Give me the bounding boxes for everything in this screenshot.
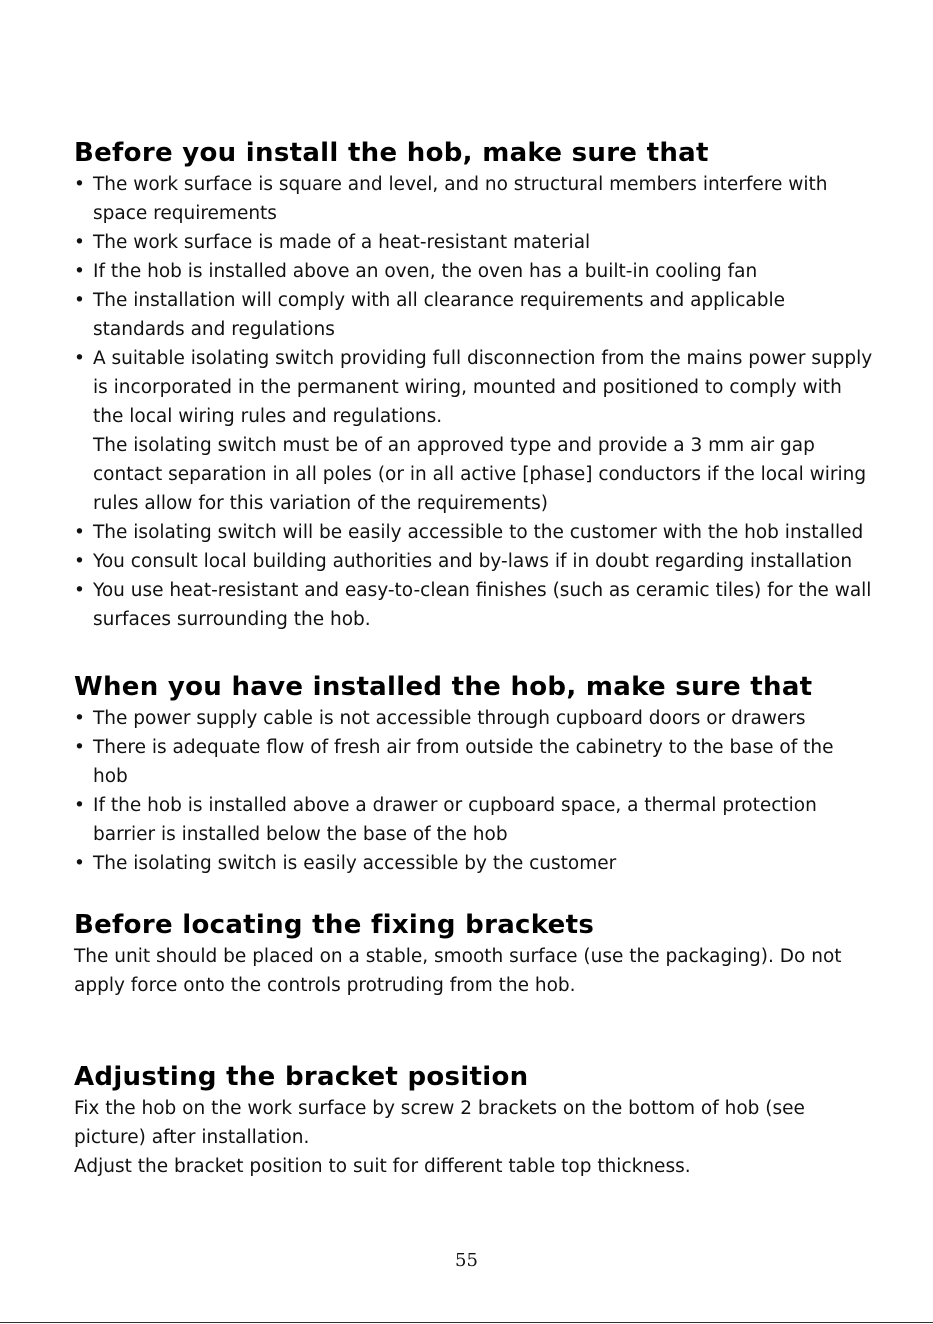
document-page xyxy=(74,136,874,1181)
section-heading: Before you install the hob, make sure that xyxy=(74,138,709,168)
list-item-continuation: The isolating switch must be of an approved type and provide a 3 mm air gap contact separation in all poles (or in all active [phase] conductors if the local wiring rules allow for this variation of the requirements) xyxy=(93,435,867,514)
list-item: • The work surface is made of a heat-resistant material xyxy=(74,228,874,257)
section-after-install xyxy=(74,670,874,878)
checklist xyxy=(74,170,874,634)
page-bottom-rule xyxy=(0,1322,933,1323)
list-item: • If the hob is installed above a drawer or cupboard space, a thermal protection barrier is installed below the base of the hob xyxy=(74,791,874,849)
list-item: • The installation will comply with all clearance requirements and applicable standards and regulations xyxy=(74,286,874,344)
section-heading: Adjusting the bracket position xyxy=(74,1062,529,1092)
list-item xyxy=(74,344,874,518)
body-paragraph: The unit should be placed on a stable, smooth surface (use the packaging). Do not apply force onto the controls protruding from the hob. xyxy=(74,946,842,996)
checklist xyxy=(74,704,874,878)
list-item: • There is adequate flow of fresh air from outside the cabinetry to the base of the hob xyxy=(74,733,874,791)
page-number: 55 xyxy=(455,1250,478,1271)
list-item: • The power supply cable is not accessible through cupboard doors or drawers xyxy=(74,704,874,733)
section-bracket-position xyxy=(74,1060,874,1181)
list-item: • The isolating switch is easily accessible by the customer xyxy=(74,849,874,878)
list-item: • You consult local building authorities and by-laws if in doubt regarding installation xyxy=(74,547,874,576)
section-fixing-brackets xyxy=(74,908,874,1000)
section-heading: Before locating the fixing brackets xyxy=(74,910,595,940)
section-heading: When you have installed the hob, make sure that xyxy=(74,672,813,702)
list-item-text: A suitable isolating switch providing full disconnection from the mains power supply is incorporated in the permanent wiring, mounted and positioned to comply with the local wiring rules and regulations. xyxy=(93,348,873,427)
list-item: • The isolating switch will be easily accessible to the customer with the hob installed xyxy=(74,518,874,547)
section-before-install xyxy=(74,136,874,634)
body-paragraph: Adjust the bracket position to suit for different table top thickness. xyxy=(74,1156,691,1177)
list-item: • You use heat-resistant and easy-to-clean finishes (such as ceramic tiles) for the wall surfaces surrounding the hob. xyxy=(74,576,874,634)
list-item: • The work surface is square and level, and no structural members interfere with space requirements xyxy=(74,170,874,228)
list-item: • If the hob is installed above an oven, the oven has a built-in cooling fan xyxy=(74,257,874,286)
body-paragraph: Fix the hob on the work surface by screw 2 brackets on the bottom of hob (see picture) after installation. xyxy=(74,1098,805,1148)
